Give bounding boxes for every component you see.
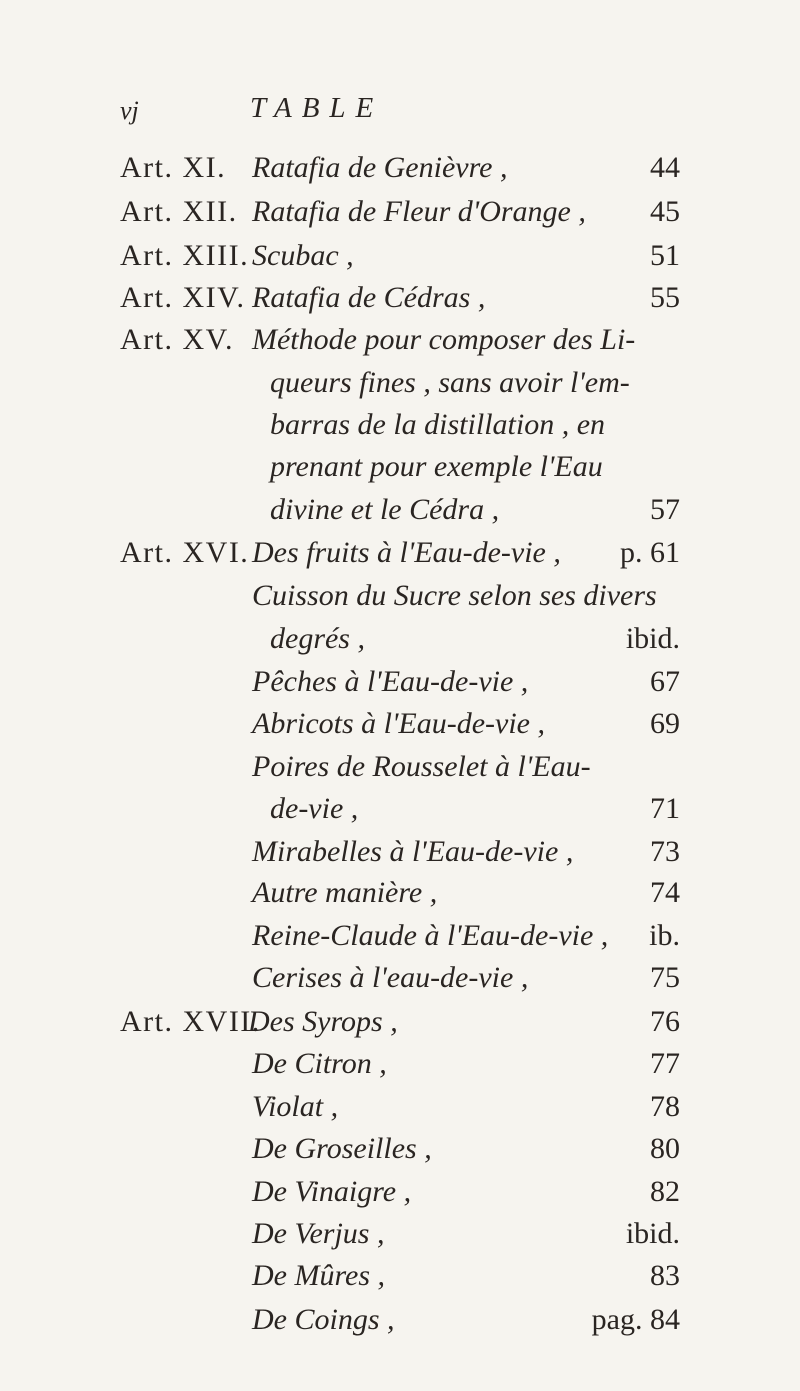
toc-entry — [120, 447, 680, 487]
toc-entry — [120, 405, 680, 445]
page-reference: 82 — [650, 1175, 680, 1208]
page-reference: 69 — [650, 707, 680, 740]
article-number: Art. XIII. — [120, 239, 250, 272]
toc-entry — [120, 363, 680, 403]
page-reference: 44 — [650, 151, 680, 184]
toc-entry — [120, 1214, 680, 1254]
entry-title: prenant pour exemple l'Eau — [270, 450, 603, 483]
toc-entry — [120, 576, 680, 616]
page-reference: 73 — [650, 835, 680, 868]
toc-entry — [120, 320, 680, 360]
article-number: Art. XVII. — [120, 1005, 261, 1038]
page-reference: 77 — [650, 1047, 680, 1080]
entry-title: Reine-Claude à l'Eau-de-vie , — [252, 919, 609, 952]
page-reference: 76 — [650, 1005, 680, 1038]
entry-title: degrés , — [270, 622, 365, 655]
entry-title: Ratafia de Cédras , — [252, 281, 486, 314]
running-title: TABLE — [250, 92, 384, 124]
entry-title: Pêches à l'Eau-de-vie , — [252, 665, 529, 698]
entry-title: De Citron , — [252, 1047, 387, 1080]
toc-entry — [120, 1256, 680, 1296]
folio: vj — [120, 96, 139, 125]
entry-title: Autre manière , — [252, 876, 438, 909]
toc-entry — [120, 958, 680, 998]
toc-entry — [120, 873, 680, 913]
article-number: Art. XI. — [120, 151, 227, 184]
toc-entry — [120, 148, 680, 188]
entry-title: queurs fines , sans avoir l'em- — [270, 366, 630, 399]
page-reference: 67 — [650, 665, 680, 698]
entry-title: de-vie , — [270, 792, 359, 825]
page-header — [120, 92, 680, 132]
toc-entry — [120, 1129, 680, 1169]
page-reference: 75 — [650, 961, 680, 994]
entry-title: Abricots à l'Eau-de-vie , — [252, 707, 545, 740]
entry-title: Ratafia de Fleur d'Orange , — [252, 195, 586, 228]
toc-entry — [120, 916, 680, 956]
page-reference: ib. — [649, 919, 680, 952]
entry-title: De Mûres , — [252, 1259, 386, 1292]
article-number: Art. XVI. — [120, 536, 250, 569]
toc-entry — [120, 1300, 680, 1340]
page-reference: p. 61 — [620, 536, 680, 569]
entry-title: De Groseilles , — [252, 1132, 432, 1165]
toc-entry — [120, 1002, 680, 1042]
entry-title: Des Syrops , — [248, 1005, 398, 1038]
article-number: Art. XIV. — [120, 281, 246, 314]
toc-entry — [120, 704, 680, 744]
page-reference: 57 — [650, 493, 680, 526]
page-reference: 80 — [650, 1132, 680, 1165]
toc-entry — [120, 789, 680, 829]
page-reference: 74 — [650, 876, 680, 909]
entry-title: Scubac , — [252, 239, 354, 272]
article-number: Art. XV. — [120, 323, 234, 356]
toc-entry — [120, 832, 680, 872]
entry-title: Violat , — [252, 1090, 339, 1123]
entry-title: Des fruits à l'Eau-de-vie , — [252, 536, 561, 569]
page-reference: 83 — [650, 1259, 680, 1292]
page-reference: 71 — [650, 792, 680, 825]
entry-title: Poires de Rousselet à l'Eau- — [252, 750, 591, 783]
toc-entry — [120, 1172, 680, 1212]
entry-title: De Vinaigre , — [252, 1175, 412, 1208]
entry-title: Cerises à l'eau-de-vie , — [252, 961, 529, 994]
page-reference: 55 — [650, 281, 680, 314]
toc-entry — [120, 662, 680, 702]
entry-title: De Coings , — [252, 1303, 395, 1336]
toc-entry — [120, 747, 680, 787]
article-number: Art. XII. — [120, 195, 238, 228]
entry-title: Ratafia de Genièvre , — [252, 151, 508, 184]
entry-title: De Verjus , — [252, 1217, 385, 1250]
page-reference: ibid. — [625, 1217, 680, 1250]
toc-entry — [120, 236, 680, 276]
toc-entry — [120, 1044, 680, 1084]
toc-entry — [120, 533, 680, 573]
page-reference: pag. 84 — [591, 1303, 680, 1336]
entry-title: Cuisson du Sucre selon ses divers — [252, 579, 657, 612]
toc-entry — [120, 192, 680, 232]
entry-title: divine et le Cédra , — [270, 493, 500, 526]
toc-entry — [120, 1087, 680, 1127]
page-reference: 78 — [650, 1090, 680, 1123]
page-reference: 45 — [650, 195, 680, 228]
entry-title: Mirabelles à l'Eau-de-vie , — [252, 835, 574, 868]
toc-entry — [120, 490, 680, 530]
page-reference: 51 — [650, 239, 680, 272]
toc-entry — [120, 278, 680, 318]
toc-entry — [120, 619, 680, 659]
entry-title: Méthode pour composer des Li- — [252, 323, 636, 356]
entry-title: barras de la distillation , en — [270, 408, 606, 441]
page-reference: ibid. — [625, 622, 680, 655]
